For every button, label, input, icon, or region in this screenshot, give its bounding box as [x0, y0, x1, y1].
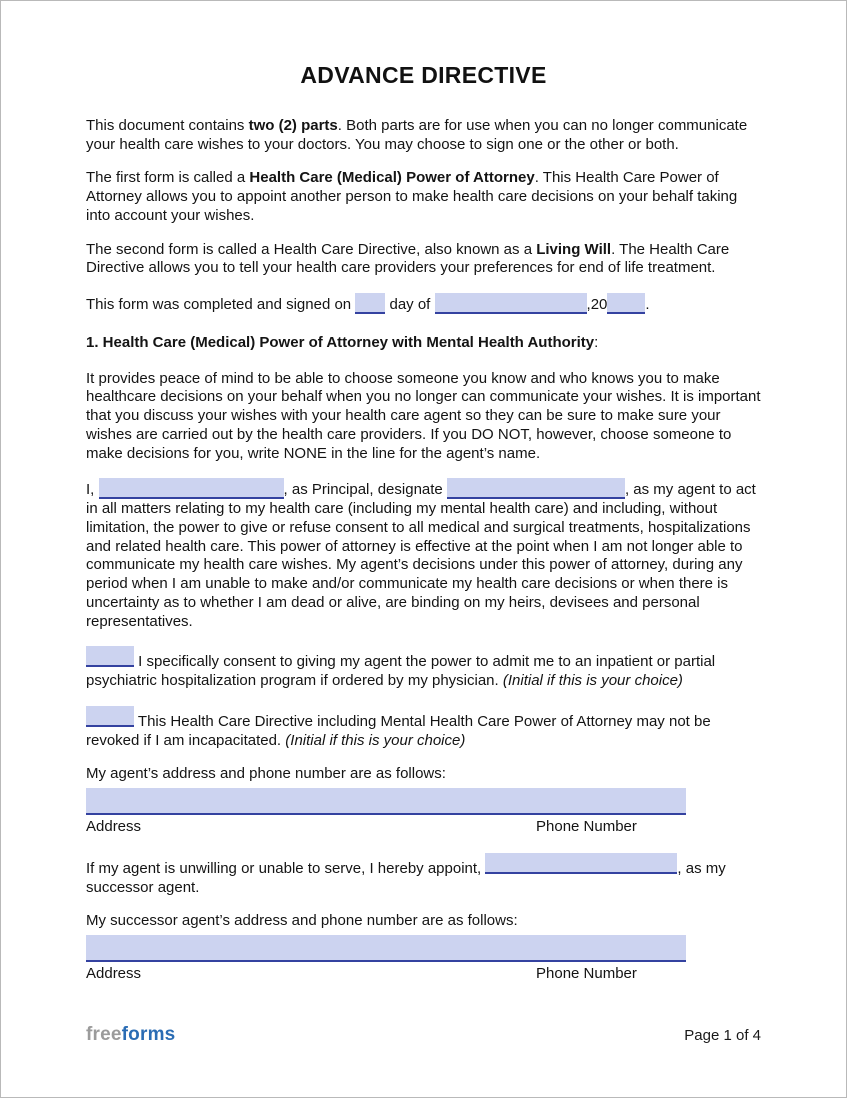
year-field[interactable]	[607, 293, 645, 314]
page-number: Page 1 of 4	[684, 1027, 761, 1045]
principal-designation-paragraph	[86, 478, 761, 631]
logo-text-forms: forms	[121, 1024, 176, 1046]
phone-number-label: Phone Number	[536, 965, 637, 982]
text-run: I specifically consent to giving my agent the power to admit me to an inpatient or partial psychiatric hospitalization program if ordered by my physician.	[86, 653, 716, 689]
successor-address-labels	[86, 965, 761, 984]
agent-address-intro: My agent’s address and phone number are as follows:	[86, 765, 446, 783]
logo-text-free: free	[86, 1024, 122, 1046]
initial-choice-note: (Initial if this is your choice)	[285, 731, 466, 749]
successor-address-intro: My successor agent’s address and phone number are as follows:	[86, 912, 518, 930]
page-footer	[86, 1023, 761, 1047]
text-run: , as Principal, designate	[283, 481, 443, 499]
principal-name-field[interactable]	[99, 478, 284, 499]
text-run: This form was completed and signed on	[86, 296, 352, 313]
revocation-initials-field[interactable]	[86, 706, 134, 727]
section-1-heading	[86, 334, 761, 353]
text-run: , as my successor agent.	[86, 859, 726, 896]
text-run: I,	[86, 481, 95, 499]
address-label: Address	[86, 965, 142, 982]
text-run: ,20	[586, 296, 608, 313]
consent-initial-paragraph	[86, 646, 761, 691]
text-run: , as my agent to act in all matters relating to my health care (including my mental health care) and including, without limitation, the power to give or refuse consent to all medical and surgical treatments, hospitalizations and related health care. This power of attorney is effective at the point when I am not longer able to communicate my health care wishes. My agent’s decisions under this power of attorney, during any period when I am unable to make and/or communicate my health care decisions or when there is uncertainty as to whether I am dead or alive, are binding on my heirs, devisees and personal representatives.	[86, 481, 756, 630]
text-run-bold: two (2) parts	[248, 116, 338, 134]
heading-text: 1. Health Care (Medical) Power of Attorney with Mental Health Authority	[86, 333, 595, 351]
text-run: . This Health Care Power of Attorney allows you to appoint another person to make health care decisions on your behalf taking into account your wishes.	[86, 169, 738, 224]
address-label: Address	[86, 818, 142, 835]
initial-choice-note: (Initial if this is your choice)	[502, 672, 683, 689]
agent-address-labels	[86, 818, 761, 837]
section-1-intro-paragraph: It provides peace of mind to be able to choose someone you know and who knows you to make healthcare decisions on your behalf when you no longer can communicate your wishes. It is important that you discuss your wishes with your health care agent so they can be sure to make sure your wishes are carried out by the health care providers. If you DO NOT, however, choose someone to make decisions for you, write NONE in the line for the agent’s name.	[86, 369, 761, 462]
agent-address-field[interactable]	[86, 788, 686, 815]
text-run: This Health Care Directive including Mental Health Care Power of Attorney may not be revoked if I am incapacitated.	[86, 712, 711, 749]
text-run: The second form is called a Health Care Directive, also known as a	[86, 240, 537, 258]
month-field[interactable]	[435, 293, 587, 314]
text-run: . Both parts are for use when you can no longer communicate your health care wishes to your doctors. You may choose to sign one or the other or both.	[86, 116, 748, 153]
successor-address-field[interactable]	[86, 935, 686, 962]
successor-agent-name-field[interactable]	[485, 853, 677, 874]
text-run: This document contains	[86, 116, 249, 134]
text-run-bold: Living Will	[536, 240, 612, 258]
text-run: If my agent is unwilling or unable to serve, I hereby appoint,	[86, 859, 482, 877]
freeforms-logo	[86, 1023, 175, 1047]
heading-colon: :	[594, 333, 599, 351]
intro-paragraph-1	[86, 117, 761, 155]
revocation-initial-paragraph	[86, 706, 761, 751]
text-run: The first form is called a	[86, 169, 250, 187]
signed-date-line	[86, 293, 761, 315]
phone-number-label: Phone Number	[536, 818, 637, 835]
intro-paragraph-3	[86, 241, 761, 279]
text-run: . The Health Care Directive allows you to tell your health care providers your preferences for end of life treatment.	[86, 240, 730, 277]
agent-name-field[interactable]	[447, 478, 625, 499]
intro-paragraph-2	[86, 169, 761, 225]
successor-appointment-paragraph	[86, 853, 761, 898]
text-run: .	[645, 296, 650, 313]
day-field[interactable]	[355, 293, 385, 314]
consent-initials-field[interactable]	[86, 646, 134, 667]
text-run-bold: Health Care (Medical) Power of Attorney	[249, 169, 535, 187]
document-title: ADVANCE DIRECTIVE	[300, 62, 547, 88]
text-run: day of	[389, 296, 431, 313]
